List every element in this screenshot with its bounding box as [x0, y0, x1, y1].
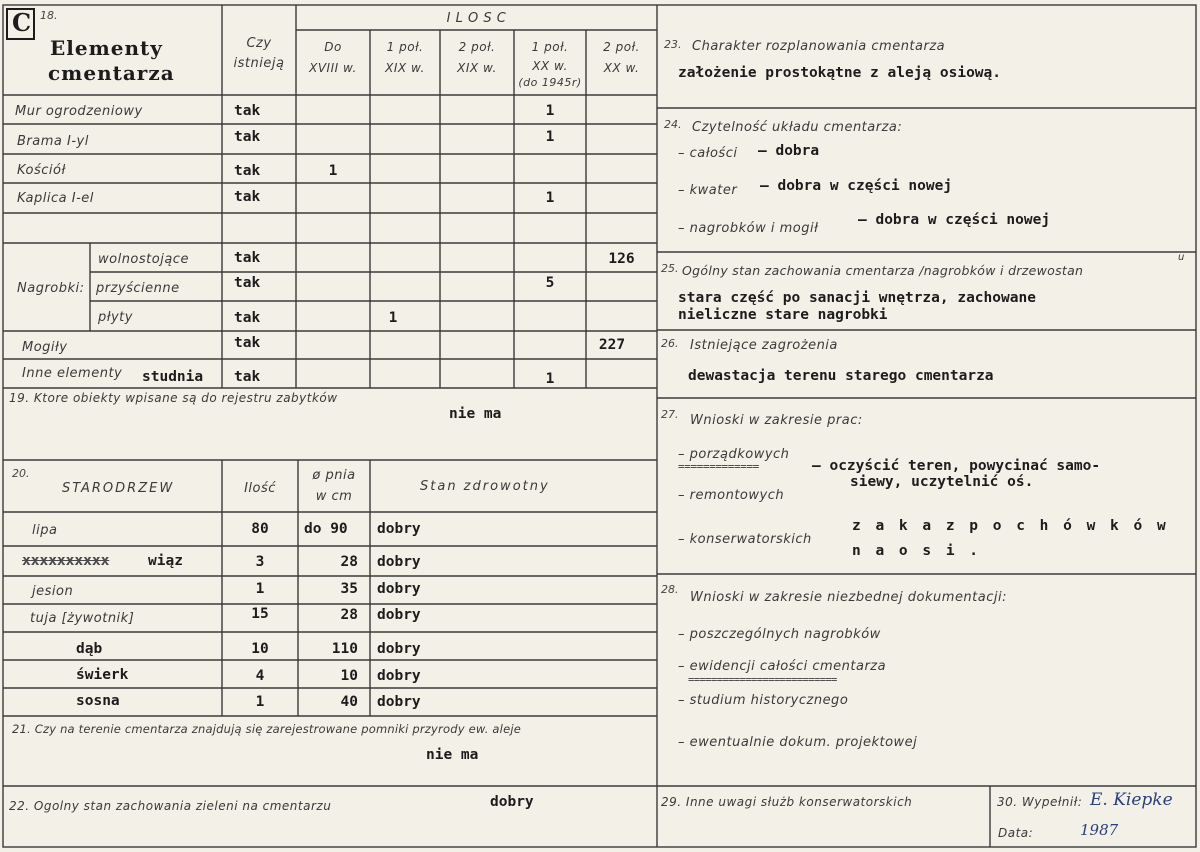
field-23-label: Charakter rozplanowania cmentarza: [692, 39, 946, 54]
col-header-4-l1: 1 poł.: [531, 40, 569, 54]
element-exists: tak: [234, 189, 261, 205]
readability-item-label: – całości: [678, 146, 738, 161]
element-label: Brama I-yl: [17, 134, 89, 149]
tree-health: dobry: [377, 554, 421, 570]
documentation-item-underline: ==========================: [688, 674, 837, 686]
tree-health: dobry: [377, 607, 421, 623]
field-21-label: 21. Czy na terenie cmentarza znajdują się zarejestrowane pomniki przyrody ew. aleje: [12, 722, 522, 736]
graves-label: Mogiły: [22, 340, 68, 355]
exists-header-line2: istnieją: [233, 56, 285, 71]
col-header-4-l2: XX w.: [532, 59, 568, 73]
graves-exists: tak: [234, 335, 261, 351]
element-exists: tak: [234, 163, 261, 179]
quantity-header: I L O S C: [446, 11, 507, 26]
field-25-value-line2: nieliczne stare nagrobki: [678, 307, 888, 323]
field-25-label: Ogólny stan zachowania cmentarza /nagrobków i drzewostan: [682, 263, 1084, 278]
tree-count: 80: [251, 521, 269, 537]
exists-header-line1: Czy: [246, 36, 272, 51]
field-23-value: założenie prostokątne z aleją osiową.: [678, 65, 1002, 81]
tree-trunk: 10: [340, 668, 358, 684]
readability-item-value: – dobra: [758, 143, 820, 159]
elements-title-line2: cmentarza: [48, 61, 175, 85]
tree-trunk: 28: [340, 607, 358, 623]
col-header-1-l1: Do: [324, 40, 342, 54]
tree-trunk: 35: [340, 581, 358, 597]
col-header-2-l2: XIX w.: [385, 61, 425, 75]
field-30-label: 30. Wypełnił:: [997, 795, 1083, 809]
field-25-label-suffix: u: [1178, 252, 1185, 263]
tombstone-type-label: przyścienne: [96, 281, 180, 296]
works-cleanup-underline: =============: [678, 460, 759, 473]
tree-name: lipa: [32, 523, 58, 538]
tombstone-count: 5: [545, 275, 555, 291]
other-elements-value: studnia: [142, 369, 204, 385]
field-21-value: nie ma: [426, 747, 479, 763]
tombstone-count: 126: [608, 251, 635, 267]
tree-name: dąb: [76, 641, 103, 657]
tree-health: dobry: [377, 521, 421, 537]
field-number-23: 23.: [664, 38, 682, 51]
date-value: 1987: [1080, 821, 1119, 839]
tree-trunk: do 90: [304, 521, 348, 537]
readability-item-label: – nagrobków i mogił: [678, 221, 819, 236]
tree-trunk: 40: [340, 694, 358, 710]
readability-item-value: – dobra w części nowej: [760, 178, 953, 194]
tree-name: wiąz: [148, 553, 183, 569]
field-22-value: dobry: [490, 794, 534, 810]
element-count: 1: [545, 103, 555, 119]
element-exists: tak: [234, 129, 261, 145]
other-elements-label: Inne elementy: [22, 366, 123, 381]
tree-count: 15: [251, 606, 269, 622]
field-22-label: 22. Ogolny stan zachowania zieleni na cmentarzu: [9, 799, 332, 813]
field-number-25: 25.: [661, 262, 679, 275]
works-conservation-value-line2: n a o s i .: [852, 543, 979, 559]
col-header-1-l2: XVIII w.: [309, 61, 357, 75]
tombstone-type-label: wolnostojące: [98, 252, 189, 267]
tree-count: 3: [255, 554, 265, 570]
other-elements-exists: tak: [234, 369, 261, 385]
health-header: Stan zdrowotny: [420, 479, 550, 494]
field-19-value: nie ma: [449, 406, 502, 422]
tombstone-count: 1: [388, 310, 398, 326]
field-25-value-line1: stara część po sanacji wnętrza, zachowane: [678, 290, 1036, 306]
works-cleanup-value-line2: siewy, uczytelnić oś.: [850, 474, 1034, 490]
field-number-28: 28.: [661, 583, 679, 596]
tombstone-exists: tak: [234, 275, 261, 291]
col-header-2-l1: 1 poł.: [386, 40, 424, 54]
field-number-26: 26.: [661, 337, 679, 350]
documentation-item: – poszczególnych nagrobków: [678, 627, 881, 642]
tombstone-exists: tak: [234, 310, 261, 326]
tombstones-label: Nagrobki:: [17, 281, 85, 296]
tree-name: tuja [żywotnik]: [30, 611, 135, 626]
col-header-3-l2: XIX w.: [457, 61, 497, 75]
element-count: 1: [328, 163, 338, 179]
documentation-item: – studium historycznego: [678, 693, 849, 708]
graves-count: 227: [598, 337, 626, 353]
col-header-5-l2: XX w.: [603, 61, 640, 75]
old-trees-header: STARODRZEW: [62, 481, 175, 496]
col-header-3-l1: 2 poł.: [458, 40, 496, 54]
field-number-18: 18.: [40, 9, 58, 22]
tree-health: dobry: [377, 581, 421, 597]
field-number-20: 20.: [12, 467, 30, 480]
section-letter: C: [12, 8, 32, 37]
tree-count-header: Ilość: [244, 481, 276, 496]
element-label: Kościół: [17, 163, 66, 178]
works-conservation-value-line1: z a k a z p o c h ó w k ó w: [852, 518, 1166, 534]
tree-trunk: 110: [331, 641, 358, 657]
element-count: 1: [545, 190, 555, 206]
col-header-5-l1: 2 poł.: [603, 40, 640, 54]
tree-name: świerk: [76, 667, 129, 683]
tree-count: 1: [255, 581, 265, 597]
element-count: 1: [545, 129, 555, 145]
filled-by-signature: E. Kiepke: [1090, 790, 1173, 810]
field-24-label: Czytelność układu cmentarza:: [692, 120, 903, 135]
field-number-24: 24.: [664, 118, 682, 131]
works-conservation-label: – konserwatorskich: [678, 532, 812, 547]
tombstone-exists: tak: [234, 250, 261, 266]
field-number-27: 27.: [661, 408, 679, 421]
tree-name: jesion: [32, 584, 74, 599]
documentation-item: – ewentualnie dokum. projektowej: [678, 735, 918, 750]
documentation-item: – ewidencji całości cmentarza: [678, 659, 887, 674]
elements-title-line1: Elementy: [50, 36, 163, 60]
other-elements-count: 1: [545, 371, 555, 387]
tree-count: 4: [255, 668, 265, 684]
field-28-label: Wnioski w zakresie niezbednej dokumentacji:: [690, 590, 1007, 605]
readability-item-label: – kwater: [678, 183, 738, 198]
field-29-label: 29. Inne uwagi służb konserwatorskich: [661, 795, 913, 809]
trunk-header-line2: w cm: [315, 489, 353, 504]
tree-name: sosna: [76, 693, 120, 709]
readability-item-value: – dobra w części nowej: [858, 212, 1051, 228]
tree-count: 1: [255, 694, 265, 710]
col-header-4-l3: (do 1945r): [518, 76, 582, 89]
works-repair-label: – remontowych: [678, 488, 785, 503]
field-19-label: 19. Ktore obiekty wpisane są do rejestru zabytków: [9, 391, 338, 405]
date-label: Data:: [998, 826, 1034, 840]
tombstone-type-label: płyty: [98, 310, 133, 325]
tree-trunk: 28: [340, 554, 358, 570]
works-cleanup-label: – porządkowych: [678, 447, 790, 462]
tree-count: 10: [251, 641, 269, 657]
field-26-value: dewastacja terenu starego cmentarza: [688, 368, 994, 384]
field-27-label: Wnioski w zakresie prac:: [690, 413, 863, 428]
tree-health: dobry: [377, 694, 421, 710]
element-label: Mur ogrodzeniowy: [15, 104, 143, 119]
works-cleanup-value-line1: – oczyścić teren, powycinać samo-: [812, 458, 1101, 474]
tree-health: dobry: [377, 641, 421, 657]
tree-name-crossed: xxxxxxxxxx: [22, 553, 110, 569]
field-26-label: Istniejące zagrożenia: [690, 338, 838, 353]
trunk-header-line1: ø pnia: [312, 468, 356, 483]
element-label: Kaplica I-el: [17, 191, 94, 206]
element-exists: tak: [234, 103, 261, 119]
tree-health: dobry: [377, 668, 421, 684]
